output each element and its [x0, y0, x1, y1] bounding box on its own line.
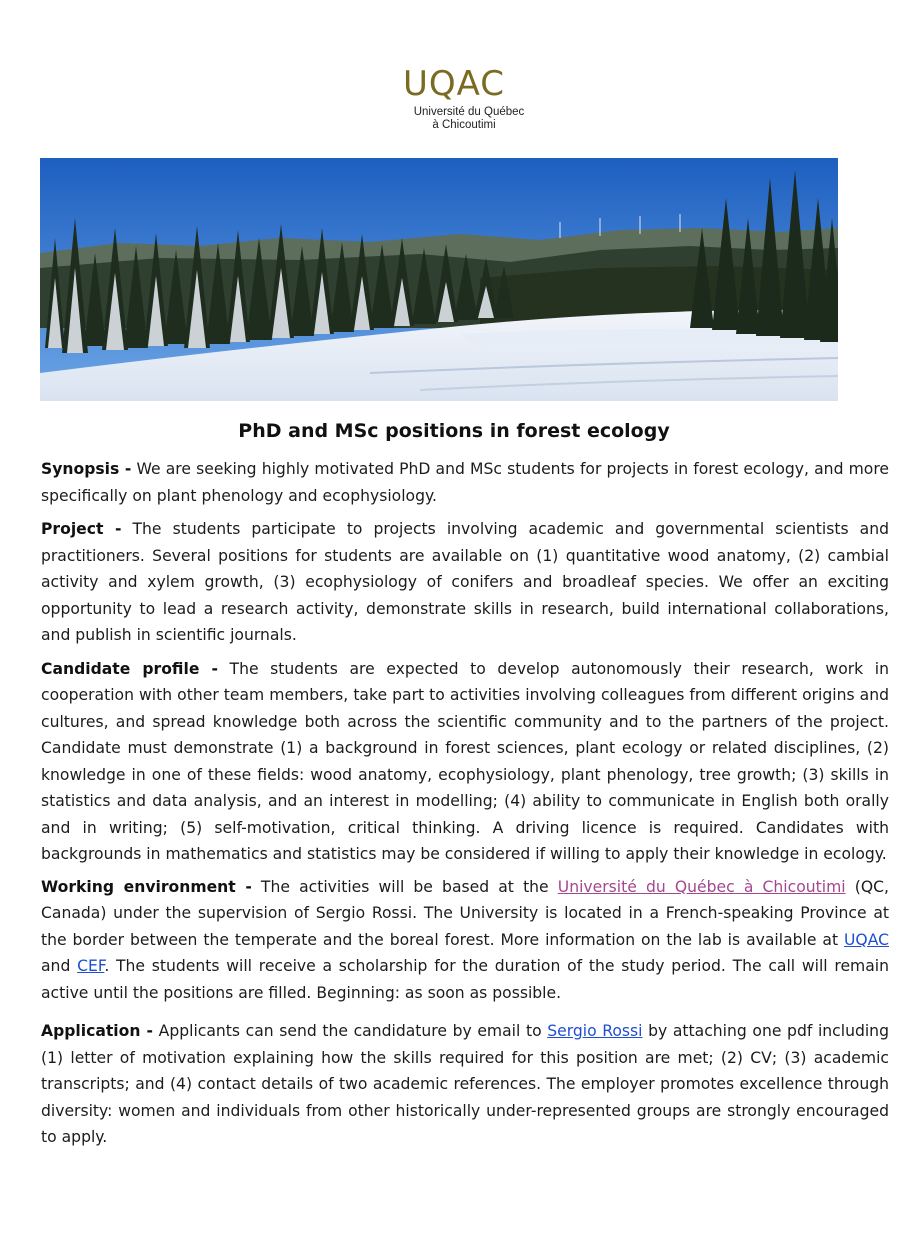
working-text-3: and — [41, 957, 78, 975]
logo-wordmark: UQAC — [402, 64, 506, 104]
university-link[interactable]: Université du Québec à Chicoutimi — [557, 877, 846, 896]
application-paragraph — [41, 1018, 889, 1151]
application-text-2: by attaching one pdf including (1) letter of motivation explaining how the skills required for this position are met; (2) CV; (3) academic transcripts; and (4) contact details of two academic references. The employer promotes excellence through diversity: women and individuals from other historically under-represented groups are strongly encouraged to apply. — [41, 1022, 889, 1146]
uqac-link[interactable]: UQAC — [844, 930, 889, 949]
candidate-heading: Candidate profile - — [41, 659, 218, 678]
synopsis-paragraph — [41, 456, 889, 509]
synopsis-heading: Synopsis - — [41, 460, 132, 478]
candidate-paragraph — [41, 656, 889, 868]
working-text-1: The activities will be based at the — [251, 877, 558, 896]
cef-link[interactable]: CEF — [77, 957, 105, 975]
working-environment-paragraph — [41, 874, 889, 1007]
application-heading: Application - — [41, 1022, 154, 1040]
project-text: The students participate to projects involving academic and governmental scientists and practitioners. Several positions for students are available on (1) quantitative wood anatomy, (2) cambial activity and xylem growth, (3) ecophysiology of conifers and broadleaf species. We offer an exciting opportunity to lead a research activity, demonstrate skills in research, build international collaborations, and publish in scientific journals. — [41, 520, 890, 644]
candidate-text: The students are expected to develop autonomously their research, work in cooperation with other team members, take part to activities involving colleagues from different origins and cultures, and spread knowledge both across the scientific community and to the partners of the project. Candidate must demonstrate (1) a background in forest sciences, plant ecology or related disciplines, (2) knowledge in one of these fields: wood anatomy, ecophysiology, plant phenology, tree growth; (3) skills in statistics and data analysis, and an interest in modelling; (4) ability to communicate in English both orally and in writing; (5) self-motivation, critical thinking. A driving licence is required. Candidates with backgrounds in mathematics and statistics may be considered if willing to apply their knowledge in ecology. — [41, 659, 889, 863]
working-text-4: . The students will receive a scholarship for the duration of the study period. The call will remain active until the positions are filled. Beginning: as soon as possible. — [41, 957, 890, 1002]
synopsis-text: We are seeking highly motivated PhD and MSc students for projects in forest ecology, and more specifically on plant phenology and ecophysiology. — [41, 460, 889, 505]
page-title: PhD and MSc positions in forest ecology — [238, 420, 670, 442]
project-heading: Project - — [41, 520, 122, 538]
working-environment-heading: Working environment - — [41, 877, 252, 896]
project-paragraph — [41, 516, 889, 649]
logo-university-name: Université du Québec — [413, 106, 525, 118]
application-text-1: Applicants can send the candidature by email to — [153, 1022, 548, 1040]
posting-body — [41, 456, 889, 1158]
sergio-rossi-email-link[interactable]: Sergio Rossi — [547, 1022, 643, 1040]
boreal-forest-photo — [40, 158, 838, 401]
uqac-logo — [0, 66, 908, 132]
working-text-2: (QC, Canada) under the supervision of Sergio Rossi. The University is located in a French-speaking Province at the border between the temperate and the boreal forest. More information on the lab is available at — [41, 877, 889, 949]
logo-city-name: à Chicoutimi — [432, 119, 496, 131]
